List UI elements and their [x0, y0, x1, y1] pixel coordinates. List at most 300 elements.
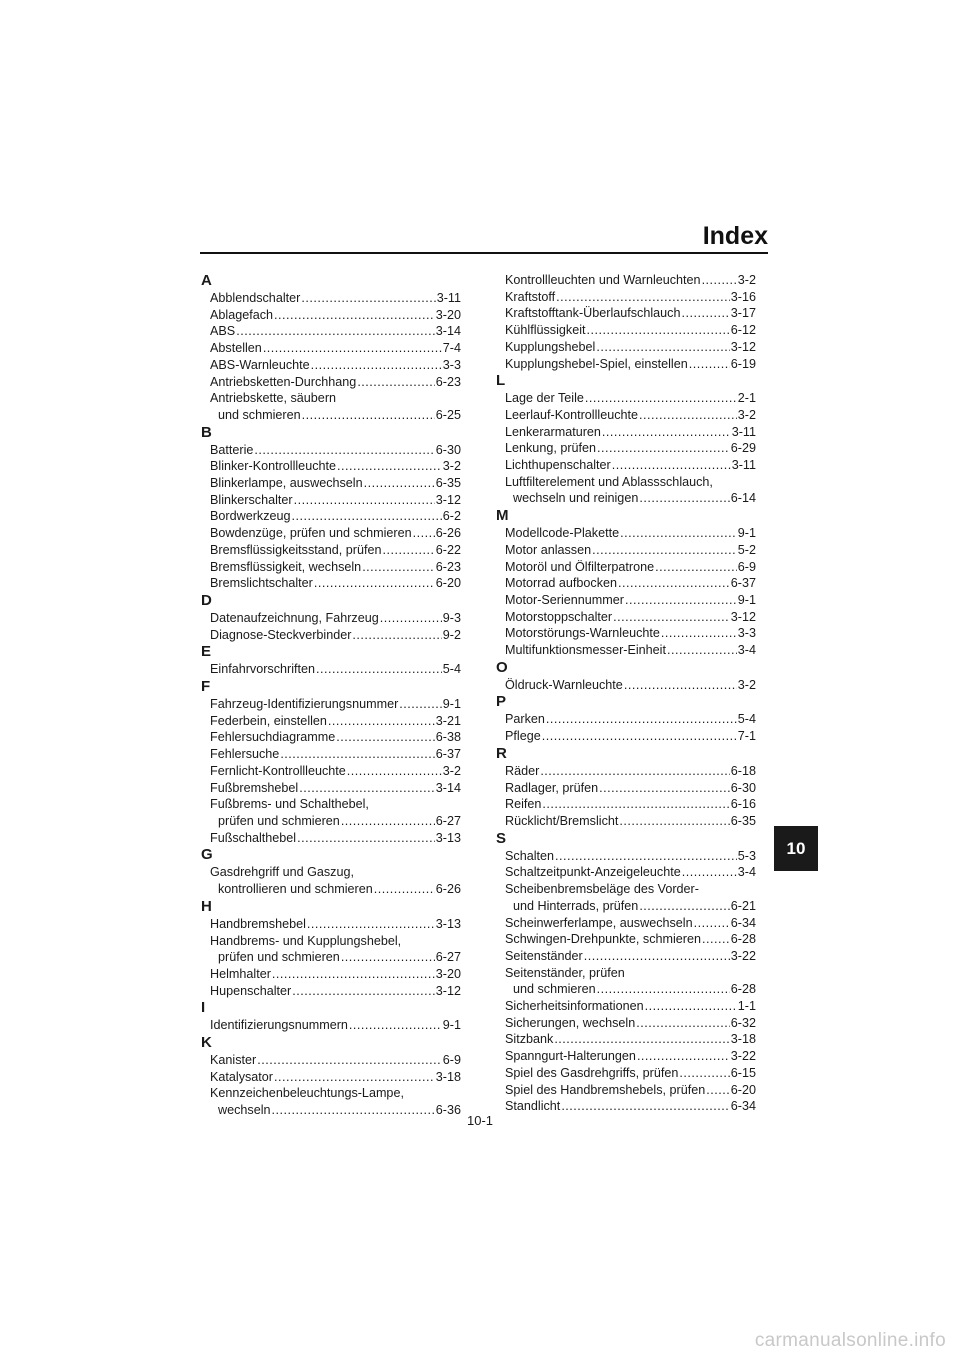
- index-entry-label: Antriebskette, säubern: [210, 391, 337, 406]
- index-entry-label: Modellcode-Plakette: [505, 526, 620, 541]
- index-entry-label: Handbrems- und Kupplungshebel,: [210, 933, 402, 948]
- index-entry-label: Motorrad aufbocken: [505, 576, 618, 591]
- index-entry-label: Multifunktionsmesser-Einheit: [505, 643, 666, 658]
- dot-leader: [413, 525, 435, 542]
- index-entry: [495, 272, 756, 289]
- index-entry-label: Reifen: [505, 797, 542, 812]
- index-entry-page: 9-1: [737, 526, 756, 541]
- index-column-left: [200, 272, 461, 1119]
- page-number: 10-1: [466, 1113, 494, 1128]
- index-entry-page: 6-15: [730, 1065, 756, 1080]
- index-entry-label: Scheinwerferlampe, auswechseln: [505, 915, 693, 930]
- index-entry-label: ABS: [210, 324, 236, 339]
- index-letter-heading: R: [496, 744, 507, 762]
- dot-leader: [347, 763, 442, 780]
- index-letter-heading: A: [201, 272, 212, 289]
- index-entry-page: 6-20: [435, 576, 461, 591]
- dot-leader: [399, 696, 442, 713]
- index-entry-page: 6-29: [730, 441, 756, 456]
- index-entry-page: 5-4: [737, 712, 756, 727]
- dot-leader: [364, 475, 435, 492]
- dot-leader: [357, 374, 434, 391]
- index-entry: [495, 525, 756, 542]
- index-entry: [200, 830, 461, 847]
- index-entry-label: Bordwerkzeug: [210, 509, 291, 524]
- index-entry-label: Blinkerlampe, auswechseln: [210, 476, 363, 491]
- index-entry: [200, 983, 461, 1000]
- index-entry-page: 3-20: [435, 307, 461, 322]
- index-entry-page: 3-4: [737, 865, 756, 880]
- dot-leader: [618, 575, 730, 592]
- index-entry-label: Identifizierungsnummern: [210, 1018, 348, 1033]
- index-entry: [495, 609, 756, 626]
- index-entry: [200, 933, 461, 950]
- index-entry: [200, 307, 461, 324]
- index-entry: [200, 290, 461, 307]
- dot-leader: [380, 610, 442, 627]
- index-entry-page: 6-21: [730, 898, 756, 913]
- index-entry-label: Ablagefach: [210, 307, 274, 322]
- index-entry-page: 3-2: [737, 407, 756, 422]
- index-entry-label: Spanngurt-Halterungen: [505, 1049, 636, 1064]
- index-entry: [200, 881, 461, 898]
- dot-leader: [596, 339, 729, 356]
- index-entry-label: Hupenschalter: [210, 983, 292, 998]
- dot-leader: [292, 983, 435, 1000]
- index-entry: [200, 1017, 461, 1034]
- index-entry: [495, 711, 756, 728]
- index-entry: [200, 575, 461, 592]
- index-entry-page: 3-11: [731, 458, 756, 473]
- index-entry-label: Lenkerarmaturen: [505, 424, 601, 439]
- dot-leader: [625, 592, 737, 609]
- index-entry: [495, 424, 756, 441]
- index-entry-page: 3-2: [442, 763, 461, 778]
- dot-leader: [383, 542, 435, 559]
- index-entry-page: 1-1: [737, 999, 756, 1014]
- dot-leader: [540, 763, 729, 780]
- index-entry: [495, 625, 756, 642]
- dot-leader: [702, 272, 737, 289]
- index-entry: [200, 713, 461, 730]
- index-entry-page: 6-26: [435, 526, 461, 541]
- watermark: carmanualsonline.info: [754, 1330, 946, 1351]
- index-entry-label: Kupplungshebel-Spiel, einstellen: [505, 356, 688, 371]
- index-entry: [495, 457, 756, 474]
- index-entry-page: 6-34: [730, 1099, 756, 1114]
- index-entry: [495, 677, 756, 694]
- index-entry-label: Kanister: [210, 1053, 257, 1068]
- index-entry-page: 6-30: [435, 442, 461, 457]
- index-entry-label: und schmieren: [218, 407, 301, 422]
- index-entry: [200, 458, 461, 475]
- chapter-tab: 10: [774, 826, 818, 871]
- index-entry: [495, 1015, 756, 1032]
- index-entry-page: 6-27: [435, 950, 461, 965]
- index-entry: [495, 440, 756, 457]
- index-entry-page: 3-18: [435, 1069, 461, 1084]
- index-entry-page: 3-22: [730, 1049, 756, 1064]
- dot-leader: [679, 1065, 729, 1082]
- index-entry-page: 6-32: [730, 1015, 756, 1030]
- dot-leader: [341, 813, 435, 830]
- index-entry-page: 6-26: [435, 882, 461, 897]
- index-entry-page: 3-3: [442, 357, 461, 372]
- index-entry-label: Sicherheitsinformationen: [505, 999, 644, 1014]
- index-entry: [200, 780, 461, 797]
- index-entry: [495, 289, 756, 306]
- dot-leader: [280, 746, 434, 763]
- index-entry-page: 6-34: [730, 915, 756, 930]
- index-entry-label: Rücklicht/Bremslicht: [505, 813, 619, 828]
- index-letter-heading: O: [496, 658, 508, 676]
- dot-leader: [619, 813, 729, 830]
- index-entry-page: 6-37: [435, 747, 461, 762]
- index-entry: [200, 1069, 461, 1086]
- dot-leader: [542, 796, 729, 813]
- dot-leader: [612, 457, 731, 474]
- index-entry-label: Standlicht: [505, 1099, 561, 1114]
- index-letter-heading: E: [201, 643, 212, 661]
- dot-leader: [546, 711, 737, 728]
- index-entry-page: 3-12: [730, 339, 756, 354]
- index-entry-page: 6-23: [435, 374, 461, 389]
- index-entry: [495, 763, 756, 780]
- index-entry-page: 6-22: [435, 542, 461, 557]
- index-entry-label: Luftfilterelement und Ablassschlauch,: [505, 474, 713, 489]
- index-entry-label: Fußschalthebel: [210, 830, 297, 845]
- index-letter-heading: K: [201, 1034, 212, 1052]
- index-entry-label: Diagnose-Steckverbinder: [210, 627, 352, 642]
- dot-leader: [599, 780, 730, 797]
- index-entry-page: 3-13: [435, 830, 461, 845]
- index-entry-page: 6-14: [730, 491, 756, 506]
- index-entry-label: Antriebsketten-Durchhang: [210, 374, 357, 389]
- dot-leader: [274, 307, 435, 324]
- dot-leader: [587, 322, 730, 339]
- index-entry-page: 6-19: [730, 356, 756, 371]
- index-entry-label: Handbremshebel: [210, 916, 306, 931]
- dot-leader: [328, 713, 435, 730]
- index-entry: [495, 796, 756, 813]
- index-entry-label: Kupplungshebel: [505, 339, 596, 354]
- index-entry-label: wechseln und reinigen: [513, 491, 639, 506]
- index-entry-page: 9-3: [442, 610, 461, 625]
- index-entry: [200, 323, 461, 340]
- index-entry: [200, 390, 461, 407]
- dot-leader: [597, 440, 730, 457]
- index-entry-label: Spiel des Handbremshebels, prüfen: [505, 1082, 706, 1097]
- index-entry: [200, 357, 461, 374]
- index-entry: [495, 490, 756, 507]
- index-entry: [495, 1065, 756, 1082]
- dot-leader: [374, 881, 435, 898]
- index-entry-label: Kraftstoff: [505, 289, 556, 304]
- dot-leader: [311, 357, 442, 374]
- index-entry-label: Bremslichtschalter: [210, 576, 313, 591]
- index-entry-label: und Hinterrads, prüfen: [513, 898, 639, 913]
- index-entry-label: Einfahrvorschriften: [210, 662, 315, 677]
- dot-leader: [254, 442, 434, 459]
- index-entry-page: 3-12: [435, 492, 461, 507]
- dot-leader: [292, 508, 442, 525]
- index-entry-page: 6-35: [435, 476, 461, 491]
- title-rule: [200, 252, 768, 254]
- index-entry-label: Seitenständer, prüfen: [505, 965, 625, 980]
- index-entry-page: 6-30: [730, 780, 756, 795]
- index-entry: [200, 729, 461, 746]
- index-entry-label: Motorstörungs-Warnleuchte: [505, 626, 660, 641]
- index-letter-heading: S: [496, 829, 507, 847]
- index-entry-label: Helmhalter: [210, 966, 271, 981]
- index-entry: [495, 322, 756, 339]
- index-entry: [200, 610, 461, 627]
- index-entry-label: Fußbrems- und Schalthebel,: [210, 797, 369, 812]
- index-entry-page: 6-12: [730, 323, 756, 338]
- dot-leader: [694, 915, 730, 932]
- dot-leader: [592, 542, 737, 559]
- index-entry-label: Kennzeichenbeleuchtungs-Lampe,: [210, 1086, 404, 1101]
- index-entry-page: 6-9: [737, 559, 756, 574]
- index-entry-label: Batterie: [210, 442, 254, 457]
- index-entry: [200, 442, 461, 459]
- index-entry: [200, 916, 461, 933]
- index-entry-label: Motor-Seriennummer: [505, 592, 624, 607]
- dot-leader: [362, 559, 435, 576]
- index-entry-label: Bremsflüssigkeit, wechseln: [210, 559, 362, 574]
- index-entry-page: 3-17: [730, 306, 756, 321]
- index-entry: [495, 339, 756, 356]
- index-entry: [200, 627, 461, 644]
- index-entry-label: Bowdenzüge, prüfen und schmieren: [210, 526, 412, 541]
- index-entry: [200, 340, 461, 357]
- index-entry: [200, 796, 461, 813]
- index-entry-label: Fernlicht-Kontrollleuchte: [210, 763, 346, 778]
- index-entry-page: 3-21: [435, 713, 461, 728]
- dot-leader: [341, 949, 435, 966]
- index-entry-label: Kraftstofftank-Überlaufschlauch: [505, 306, 681, 321]
- dot-leader: [706, 1082, 730, 1099]
- index-entry-page: 5-2: [737, 542, 756, 557]
- index-entry-label: wechseln: [218, 1103, 271, 1118]
- index-entry: [200, 508, 461, 525]
- index-entry-page: 6-28: [730, 932, 756, 947]
- dot-leader: [637, 1048, 730, 1065]
- index-entry: [495, 305, 756, 322]
- index-entry: [495, 559, 756, 576]
- index-entry-label: Öldruck-Warnleuchte: [505, 677, 623, 692]
- index-entry: [200, 949, 461, 966]
- index-entry: [495, 407, 756, 424]
- index-entry-page: 3-3: [737, 626, 756, 641]
- index-letter-heading: B: [201, 423, 212, 441]
- index-entry: [200, 661, 461, 678]
- index-entry-page: 9-1: [442, 1018, 461, 1033]
- index-entry-label: Motorstoppschalter: [505, 609, 613, 624]
- index-entry-page: 3-2: [442, 459, 461, 474]
- index-entry: [495, 848, 756, 865]
- index-entry-label: Scheibenbremsbeläge des Vorder-: [505, 882, 699, 897]
- dot-leader: [639, 898, 729, 915]
- index-letter-heading: P: [496, 693, 507, 711]
- index-entry: [200, 492, 461, 509]
- index-entry: [495, 1082, 756, 1099]
- index-entry-page: 3-4: [737, 643, 756, 658]
- dot-leader: [236, 323, 435, 340]
- index-entry: [200, 542, 461, 559]
- index-entry: [200, 966, 461, 983]
- dot-leader: [681, 305, 729, 322]
- index-entry-label: Motoröl und Ölfilterpatrone: [505, 559, 655, 574]
- index-entry-label: Datenaufzeichnung, Fahrzeug: [210, 610, 379, 625]
- dot-leader: [639, 490, 729, 507]
- index-entry-page: 3-20: [435, 966, 461, 981]
- index-letter-heading: G: [201, 846, 213, 864]
- dot-leader: [556, 289, 730, 306]
- index-entry-label: Motor anlassen: [505, 542, 592, 557]
- index-entry-label: Räder: [505, 763, 540, 778]
- dot-leader: [613, 609, 730, 626]
- index-entry-page: 6-23: [435, 559, 461, 574]
- index-entry-label: Kühlflüssigkeit: [505, 323, 586, 338]
- index-entry: [200, 763, 461, 780]
- index-entry-label: und schmieren: [513, 982, 596, 997]
- index-entry-label: Kontrollleuchten und Warnleuchten: [505, 273, 701, 287]
- index-entry-label: Pflege: [505, 729, 541, 744]
- index-entry-page: 6-25: [435, 407, 461, 422]
- index-entry-label: Blinkerschalter: [210, 492, 293, 507]
- index-entry-page: 6-38: [435, 730, 461, 745]
- dot-leader: [602, 424, 731, 441]
- index-entry-page: 6-35: [730, 813, 756, 828]
- dot-leader: [302, 407, 435, 424]
- index-entry-label: Abstellen: [210, 341, 262, 356]
- index-entry-label: Lage der Teile: [505, 391, 584, 406]
- index-entry-page: 3-14: [435, 324, 461, 339]
- index-entry: [495, 813, 756, 830]
- index-entry: [495, 356, 756, 373]
- dot-leader: [702, 931, 730, 948]
- index-entry-label: Schaltzeitpunkt-Anzeigeleuchte: [505, 865, 681, 880]
- index-entry-page: 3-11: [436, 291, 461, 305]
- index-entry: [495, 948, 756, 965]
- dot-leader: [297, 830, 435, 847]
- dot-leader: [257, 1052, 442, 1069]
- dot-leader: [352, 627, 441, 644]
- dot-leader: [624, 677, 737, 694]
- index-entry: [200, 407, 461, 424]
- dot-leader: [645, 998, 737, 1015]
- index-entry: [495, 1098, 756, 1115]
- dot-leader: [639, 407, 737, 424]
- index-entry: [495, 864, 756, 881]
- index-letter-heading: F: [201, 678, 211, 696]
- dot-leader: [542, 728, 737, 745]
- index-entry: [200, 475, 461, 492]
- index-entry: [495, 998, 756, 1015]
- index-entry-label: Fehlersuchdiagramme: [210, 730, 336, 745]
- index-entry-label: Federbein, einstellen: [210, 713, 327, 728]
- index-entry-page: 9-1: [737, 592, 756, 607]
- index-entry-page: 5-4: [442, 662, 461, 677]
- index-entry-label: Lenkung, prüfen: [505, 441, 597, 456]
- index-column-right: [495, 272, 756, 1115]
- index-entry-page: 3-14: [435, 780, 461, 795]
- dot-leader: [682, 864, 737, 881]
- index-entry: [200, 746, 461, 763]
- index-entry-page: 3-12: [435, 983, 461, 998]
- index-entry: [200, 813, 461, 830]
- index-entry: [495, 780, 756, 797]
- index-entry: [200, 559, 461, 576]
- dot-leader: [272, 966, 435, 983]
- dot-leader: [689, 356, 730, 373]
- dot-leader: [620, 525, 737, 542]
- index-entry-label: Spiel des Gasdrehgriffs, prüfen: [505, 1065, 679, 1080]
- index-entry-label: Sicherungen, wechseln: [505, 1015, 636, 1030]
- index-entry-page: 3-2: [737, 677, 756, 692]
- index-entry-page: 7-4: [442, 341, 461, 356]
- dot-leader: [636, 1015, 730, 1032]
- index-entry: [200, 525, 461, 542]
- index-entry: [495, 542, 756, 559]
- index-entry-label: Parken: [505, 712, 545, 727]
- dot-leader: [307, 916, 435, 933]
- dot-leader: [585, 390, 737, 407]
- index-entry-label: Leerlauf-Kontrollleuchte: [505, 407, 639, 422]
- index-entry-label: Sitzbank: [505, 1032, 554, 1047]
- index-entry-page: 9-2: [442, 627, 461, 642]
- index-entry: [200, 1085, 461, 1102]
- index-entry-label: Seitenständer: [505, 948, 583, 963]
- index-entry-page: 5-3: [737, 848, 756, 863]
- index-entry-label: Schalten: [505, 848, 555, 863]
- index-entry-label: prüfen und schmieren: [218, 950, 340, 965]
- index-entry-page: 6-27: [435, 813, 461, 828]
- dot-leader: [314, 575, 435, 592]
- index-letter-heading: D: [201, 591, 212, 609]
- dot-leader: [655, 559, 737, 576]
- index-entry-label: Bremsflüssigkeitsstand, prüfen: [210, 542, 382, 557]
- index-entry: [495, 728, 756, 745]
- dot-leader: [316, 661, 442, 678]
- dot-leader: [294, 492, 435, 509]
- dot-leader: [667, 642, 737, 659]
- index-entry-page: 6-20: [730, 1082, 756, 1097]
- dot-leader: [272, 1102, 435, 1119]
- dot-leader: [337, 458, 442, 475]
- index-entry-page: 7-1: [737, 729, 756, 744]
- index-entry-label: Fahrzeug-Identifizierungsnummer: [210, 697, 399, 712]
- index-entry: [495, 390, 756, 407]
- index-entry-label: prüfen und schmieren: [218, 813, 340, 828]
- index-letter-heading: I: [201, 999, 206, 1017]
- index-entry-page: 6-9: [442, 1053, 461, 1068]
- index-entry-label: Fußbremshebel: [210, 780, 299, 795]
- dot-leader: [301, 290, 435, 307]
- dot-leader: [555, 848, 737, 865]
- index-entry: [495, 898, 756, 915]
- index-entry-page: 3-18: [730, 1032, 756, 1047]
- index-letter-heading: L: [496, 372, 506, 390]
- index-letter-heading: M: [496, 507, 509, 525]
- index-entry-page: 6-16: [730, 797, 756, 812]
- index-entry-page: 3-11: [731, 424, 756, 439]
- index-entry: [200, 864, 461, 881]
- index-entry-label: kontrollieren und schmieren: [218, 882, 373, 897]
- dot-leader: [584, 948, 730, 965]
- dot-leader: [661, 625, 737, 642]
